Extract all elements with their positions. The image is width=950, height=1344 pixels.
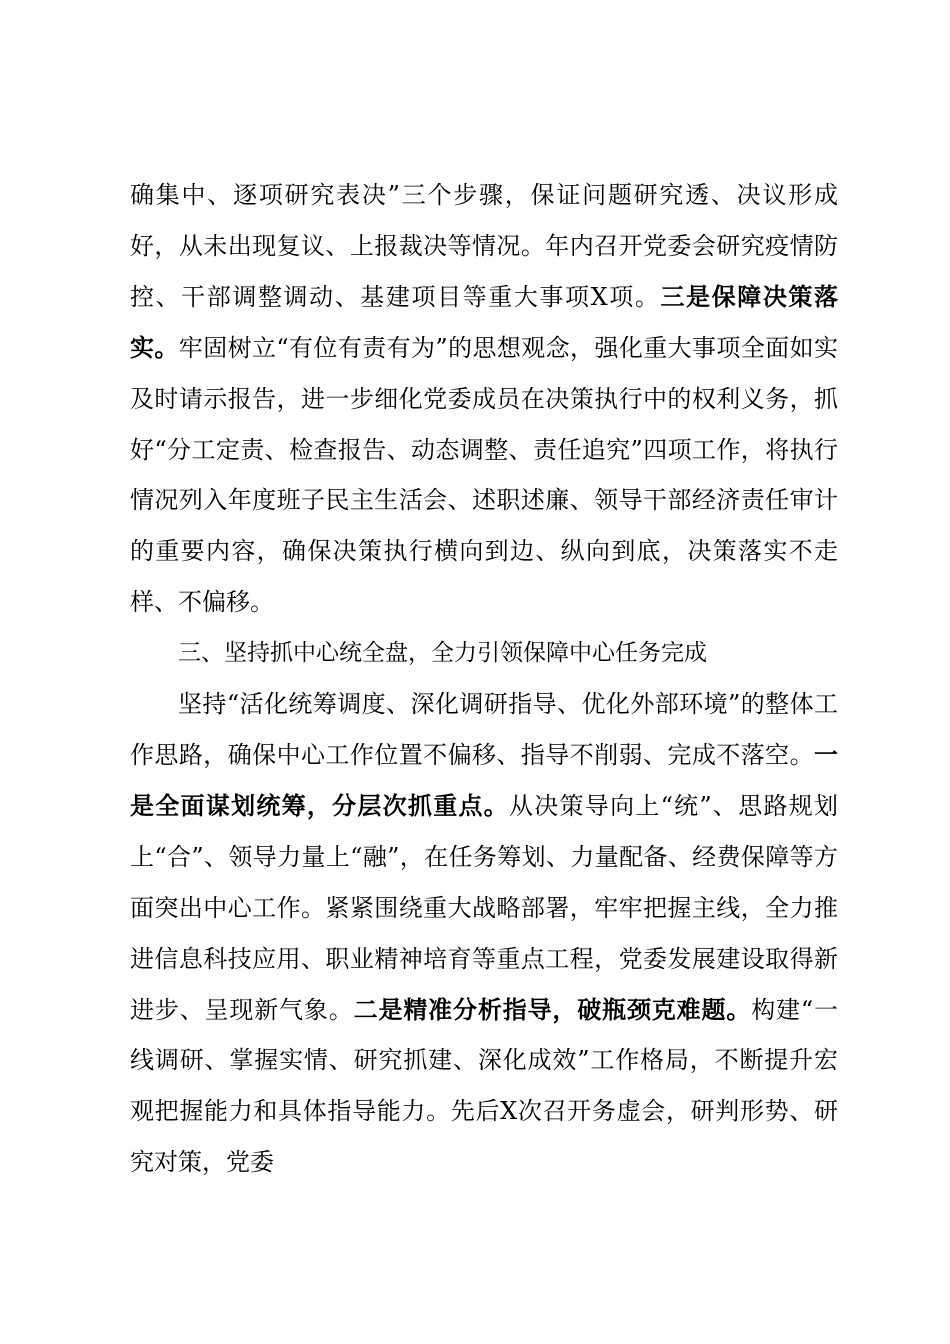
bold-subheading: 一是全面谋划统筹，分层次抓重点。 <box>130 739 838 820</box>
paragraph-text: 牢固树立“有位有责有为”的思想观念，强化重大事项全面如实及时请示报告，进一步细化党委成员在决策执行中的权利义务，抓好“分工定责、检查报告、动态调整、责任追究”四项工作，将执行情况列入年度班子民主生活会、述职述廉、领导干部经济责任审计的重要内容，确保决策执行横向到边、纵向到底，决策落实不走样、不偏移。 <box>130 333 838 617</box>
bold-subheading: 二是精准分析指导，破瓶颈克难题。 <box>353 994 752 1024</box>
paragraph-text: 构建“一线调研、掌握实情、研究抓建、深化成效”工作格局，不断提升宏观把握能力和具体指导能力。先后X次召开务虚会，研判形势、研究对策，党委 <box>130 995 838 1177</box>
paragraph-decision-implementation <box>130 170 838 628</box>
document-body <box>130 170 838 1188</box>
paragraph-text: 确集中、逐项研究表决”三个步骤，保证问题研究透、决议形成好，从未出现复议、上报裁决等情况。年内召开党委会研究疫情防控、干部调整调动、基建项目等重大事项X项。 <box>130 181 838 311</box>
paragraph-text: 从决策导向上“统”、思路规划上“合”、领导力量上“融”，在任务筹划、力量配备、经费保障等方面突出中心工作。紧紧围绕重大战略部署，牢牢把握主线，全力推进信息科技应用、职业精神培育等重点工程，党委发展建设取得新进步、呈现新气象。 <box>130 791 838 1024</box>
paragraph-text: 坚持“活化统筹调度、深化调研指导、优化外部环境”的整体工作思路，确保中心工作位置不偏移、指导不削弱、完成不落空。 <box>130 690 838 769</box>
bold-subheading: 三是保障决策落实。 <box>130 281 839 362</box>
section-heading <box>130 628 838 679</box>
section-heading-text: 三、坚持抓中心统全盘，全力引领保障中心任务完成 <box>178 640 707 667</box>
paragraph-central-tasks <box>130 679 838 1188</box>
